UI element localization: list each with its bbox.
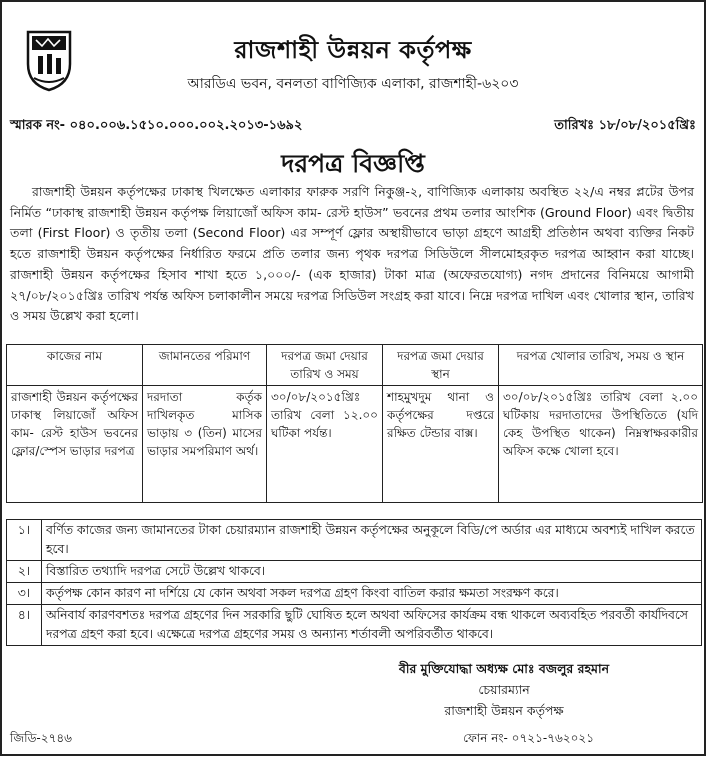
header-security-amount: জামানতের পরিমাণ <box>143 345 267 386</box>
signature-block <box>344 658 664 721</box>
condition-text: কর্তৃপক্ষ কোন কারণ না দর্শিয়ে যে কোন অথবা সকল দরপত্র গ্রহণ কিংবা বাতিল করার ক্ষমতা সংরক্ষণ করে। <box>42 583 702 605</box>
header <box>2 2 704 98</box>
table-row <box>7 386 703 503</box>
signatory-designation: চেয়ারম্যান <box>478 682 530 697</box>
list-item <box>7 520 702 561</box>
cell-submission-place: শাহমুখদুম থানা ও কর্তৃপক্ষের দপ্তরে রক্ষিত টেন্ডার বাক্স। <box>383 386 499 503</box>
condition-number: ৪। <box>7 605 42 646</box>
notice-body: রাজশাহী উন্নয়ন কর্তৃপক্ষের ঢাকাস্থ খিলক্ষেত এলাকার ফারুক সরণি নিকুঞ্জ-২, বাণিজ্যিক এলাকায় অবস্থিত ২২/এ নম্বর প্লটের উপর নির্মিত “ঢাকাস্থ রাজশাহী উন্নয়ন কর্তৃপক্ষ লিয়াজোঁ অফিস কাম- রেস্ট হাউস” ভবনের প্রথম তলার আংশিক (Ground Floor) এবং দ্বিতীয় তলা (First Floor) ও তৃতীয় তলা (Second Floor) এর সম্পূর্ণ ফ্লোর অস্থায়ীভাবে ভাড়া গ্রহণে আগ্রহী প্রতিষ্ঠান অথবা ব্যক্তির নিকট হতে রাজশাহী উন্নয়ন কর্তৃপক্ষের নির্ধারিত ফরমে প্রতি তলার জন্য পৃথক দরপত্র সিডিউলে সীলমোহরকৃত দরপত্র আহ্বান করা যাচ্ছে। রাজশাহী উন্নয়ন কর্তৃপক্ষের হিসাব শাখা হতে ১,০০০/- (এক হাজার) টাকা মাত্র (অফেরতযোগ্য) নগদ প্রদানের বিনিময়ে আগামী ২৭/০৮/২০১৫খ্রিঃ তারিখ পর্যন্ত অফিস চলাকালীন সময়ে দরপত্র সিডিউল সংগ্রহ করা যাবে। নিম্নে দরপত্র দাখিল এবং খোলার স্থান, তারিখ ও সময় উল্লেখ করা হলো। <box>10 184 694 324</box>
tender-table <box>6 344 703 503</box>
header-submission-date: দরপত্র জমা দেয়ার তারিখ ও সময় <box>267 345 383 386</box>
cell-opening-info: ৩০/০৮/২০১৫খ্রিঃ তারিখ বেলা ২.০০ ঘটিকায় দরদাতাদের উপস্থিতিতে (যদি কেহ উপস্থিত থাকেন) নিম্নস্বাক্ষরকারীর অফিস কক্ষে খোলা হবে। <box>499 386 703 503</box>
phone-number: ফোন নং- ০৭২১-৭৬২০২১ <box>463 731 594 745</box>
condition-text: বর্ণিত কাজের জন্য জামানতের টাকা চেয়ারম্যান রাজশাহী উন্নয়ন কর্তৃপক্ষের অনুকূলে বিডি/পে অর্ডার এর মাধ্যমে অবশ্যই দাখিল করতে হবে। <box>42 520 702 561</box>
header-opening-info: দরপত্র খোলার তারিখ, সময় ও স্থান <box>499 345 703 386</box>
notice-title: দরপত্র বিজ্ঞপ্তি <box>281 149 425 178</box>
header-work-name: কাজের নাম <box>7 345 143 386</box>
memo-number: স্মারক নং- ০৪০.০০৬.১৫১০.০০০.০০২.২০১৩-১৬৯২ <box>10 118 303 133</box>
condition-text: বিস্তারিত তথ্যাদি দরপত্র সেটে উল্লেখ থাকবে। <box>42 561 702 583</box>
list-item <box>7 583 702 605</box>
org-address: আরডিএ ভবন, বনলতা বাণিজ্যিক এলাকা, রাজশাহী-৬২০৩ <box>187 76 519 92</box>
signatory-organization: রাজশাহী উন্নয়ন কর্তৃপক্ষ <box>444 703 564 718</box>
list-item <box>7 561 702 583</box>
org-name: রাজশাহী উন্নয়ন কর্তৃপক্ষ <box>234 36 472 64</box>
table-header-row <box>7 345 703 386</box>
header-submission-place: দরপত্র জমা দেয়ার স্থান <box>383 345 499 386</box>
memo-date: তারিখঃ ১৮/০৮/২০১৫খ্রিঃ <box>554 118 696 133</box>
gd-reference: জিডি-২৭৪৬ <box>10 731 72 745</box>
condition-number: ৩। <box>7 583 42 605</box>
list-item <box>7 605 702 646</box>
condition-number: ২। <box>7 561 42 583</box>
condition-text: অনিবার্য কারণবশতঃ দরপত্র গ্রহণের দিন সরকারি ছুটি ঘোষিত হলে অথবা অফিসের কার্যক্রম বন্ধ থাকলে অব্যবহিত পরবর্তী কার্যদিবসে দরপত্র গ্রহণ করা হবে। এক্ষেত্রে দরপত্র গ্রহণের সময় ও অন্যান্য শর্তাবলী অপরিবর্তীত থাকবে। <box>42 605 702 646</box>
condition-number: ১। <box>7 520 42 561</box>
cell-security-amount: দরদাতা কর্তৃক দাখিলকৃত মাসিক ভাড়ায় ৩ (তিন) মাসের ভাড়ার সমপরিমাণ অর্থ। <box>143 386 267 503</box>
signatory-name: বীর মুক্তিযোদ্ধা অধ্যক্ষ মোঃ বজলুর রহমান <box>398 661 610 676</box>
conditions-list <box>6 519 702 646</box>
cell-submission-date: ৩০/০৮/২০১৫খ্রিঃ তারিখ বেলা ১২.০০ ঘটিকা পর্যন্ত। <box>267 386 383 503</box>
cell-work-name: রাজশাহী উন্নয়ন কর্তৃপক্ষের ঢাকাস্থ লিয়াজোঁ অফিস কাম- রেস্ট হাউস ভবনের ফ্লোর/স্পেস ভাড়ার দরপত্র <box>7 386 143 503</box>
